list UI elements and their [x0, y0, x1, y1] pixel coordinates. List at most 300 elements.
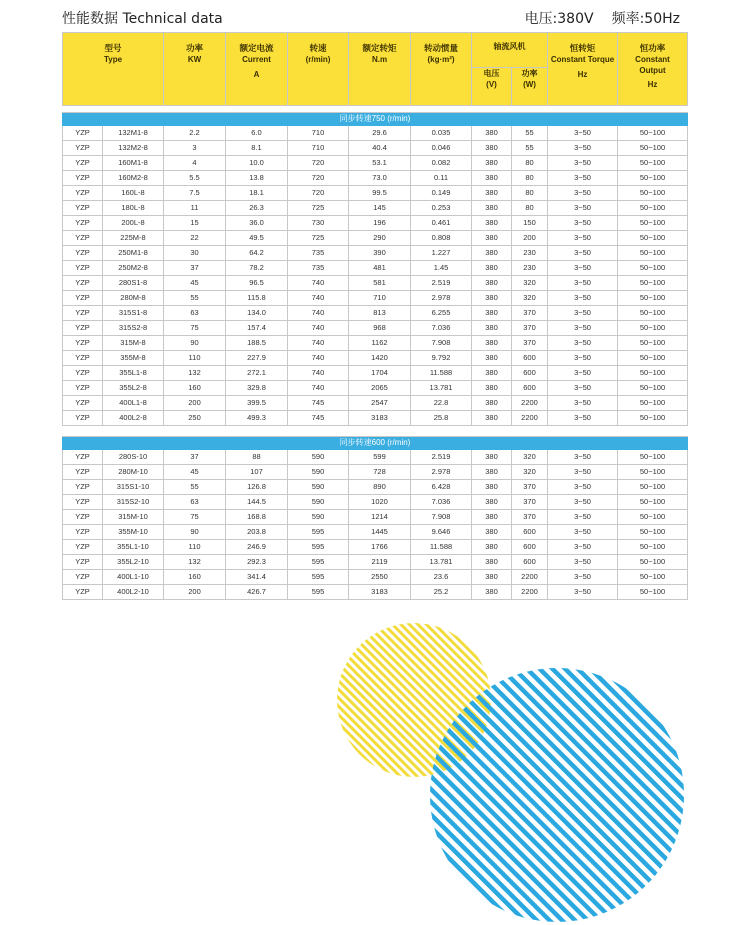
table-cell: 890 — [349, 480, 411, 495]
table-cell: 2.519 — [411, 450, 472, 465]
table-row — [63, 510, 688, 525]
table-cell: 380 — [472, 231, 512, 246]
table-cell: 180L-8 — [103, 201, 164, 216]
table-cell: 250M1-8 — [103, 246, 164, 261]
table-cell: 50~100 — [618, 216, 688, 231]
table-cell: 22.8 — [411, 396, 472, 411]
table-cell: 2547 — [349, 396, 411, 411]
table-cell: 3~50 — [548, 495, 618, 510]
table-cell: 581 — [349, 276, 411, 291]
table-cell: 7.908 — [411, 336, 472, 351]
col-header-fan-voltage: 电压 (V) — [472, 68, 512, 106]
table-cell: 380 — [472, 201, 512, 216]
table-cell: 22 — [164, 231, 226, 246]
table-cell: 145 — [349, 201, 411, 216]
table-cell: 355L1-8 — [103, 366, 164, 381]
table-cell: YZP — [63, 570, 103, 585]
table-cell: 50~100 — [618, 156, 688, 171]
table-cell: 595 — [288, 585, 349, 600]
table-cell: 320 — [512, 291, 548, 306]
table-cell: 37 — [164, 450, 226, 465]
table-cell: 380 — [472, 480, 512, 495]
table-cell: 80 — [512, 156, 548, 171]
table-cell: YZP — [63, 450, 103, 465]
table-cell: 595 — [288, 540, 349, 555]
table-cell: 720 — [288, 186, 349, 201]
table-cell: 370 — [512, 495, 548, 510]
table-cell: 600 — [512, 351, 548, 366]
table-cell: YZP — [63, 231, 103, 246]
table-cell: 50~100 — [618, 495, 688, 510]
table-cell: 745 — [288, 411, 349, 426]
table-cell: 3 — [164, 141, 226, 156]
table-cell: YZP — [63, 366, 103, 381]
col-header-current: 额定电流 Current A — [226, 33, 288, 106]
table-cell: 599 — [349, 450, 411, 465]
frequency-spec: 频率:50Hz — [611, 11, 680, 27]
table-cell: 600 — [512, 555, 548, 570]
table-cell: 710 — [288, 141, 349, 156]
table-cell: 9.646 — [411, 525, 472, 540]
table-cell: 740 — [288, 276, 349, 291]
table-cell: 7.036 — [411, 321, 472, 336]
table-cell: 595 — [288, 555, 349, 570]
table-cell: 160M2-8 — [103, 171, 164, 186]
table-cell: 3~50 — [548, 321, 618, 336]
table-row — [63, 321, 688, 336]
table-cell: 1704 — [349, 366, 411, 381]
table-cell: 3~50 — [548, 201, 618, 216]
table-cell: 2.519 — [411, 276, 472, 291]
table-cell: 380 — [472, 321, 512, 336]
table-cell: 107 — [226, 465, 288, 480]
table-cell: 160 — [164, 570, 226, 585]
table-cell: 3183 — [349, 411, 411, 426]
section-header-600: 同步转速600 (r/min) — [63, 437, 688, 450]
table-cell: 49.5 — [226, 231, 288, 246]
table-cell: YZP — [63, 411, 103, 426]
table-row — [63, 336, 688, 351]
table-cell: 7.036 — [411, 495, 472, 510]
col-header-fan-power: 功率 (W) — [512, 68, 548, 106]
table-cell: 55 — [164, 480, 226, 495]
table-cell: 3~50 — [548, 540, 618, 555]
table-cell: 3~50 — [548, 366, 618, 381]
table-cell: 2.978 — [411, 465, 472, 480]
table-cell: 380 — [472, 351, 512, 366]
table-cell: YZP — [63, 555, 103, 570]
table-cell: YZP — [63, 156, 103, 171]
table-cell: 315M-10 — [103, 510, 164, 525]
table-cell: 380 — [472, 396, 512, 411]
table-cell: 73.0 — [349, 171, 411, 186]
table-cell: 380 — [472, 141, 512, 156]
table-cell: YZP — [63, 351, 103, 366]
table-cell: 2200 — [512, 396, 548, 411]
table-cell: YZP — [63, 261, 103, 276]
table-cell: 3~50 — [548, 510, 618, 525]
table-cell: 0.808 — [411, 231, 472, 246]
table-cell: 50~100 — [618, 540, 688, 555]
table-cell: 590 — [288, 480, 349, 495]
table-cell: 50~100 — [618, 231, 688, 246]
table-cell: 813 — [349, 306, 411, 321]
table-row — [63, 261, 688, 276]
table-cell: 280S-10 — [103, 450, 164, 465]
table-cell: 50~100 — [618, 585, 688, 600]
table-cell: 110 — [164, 351, 226, 366]
table-cell: 40.4 — [349, 141, 411, 156]
table-cell: 590 — [288, 495, 349, 510]
table-row — [63, 171, 688, 186]
table-cell: 740 — [288, 381, 349, 396]
blue-striped-circle — [430, 668, 684, 922]
table-cell: 144.5 — [226, 495, 288, 510]
table-cell: 2200 — [512, 570, 548, 585]
table-cell: YZP — [63, 381, 103, 396]
table-cell: 227.9 — [226, 351, 288, 366]
table-cell: 11 — [164, 201, 226, 216]
col-header-speed: 转速 (r/min) — [288, 33, 349, 106]
table-cell: YZP — [63, 216, 103, 231]
table-cell: 53.1 — [349, 156, 411, 171]
table-cell: 1162 — [349, 336, 411, 351]
table-cell: 380 — [472, 186, 512, 201]
table-cell: 400L2-10 — [103, 585, 164, 600]
table-cell: 30 — [164, 246, 226, 261]
table-cell: YZP — [63, 141, 103, 156]
table-cell: 225M-8 — [103, 231, 164, 246]
table-cell: 50~100 — [618, 381, 688, 396]
table-row — [63, 585, 688, 600]
table-cell: 720 — [288, 156, 349, 171]
table-cell: 380 — [472, 306, 512, 321]
col-header-power: 功率 KW — [164, 33, 226, 106]
table-cell: 230 — [512, 246, 548, 261]
table-cell: YZP — [63, 201, 103, 216]
table-cell: 1.45 — [411, 261, 472, 276]
table-row — [63, 306, 688, 321]
table-cell: 157.4 — [226, 321, 288, 336]
table-cell: YZP — [63, 186, 103, 201]
table-cell: 50~100 — [618, 555, 688, 570]
table-cell: 380 — [472, 261, 512, 276]
table-cell: 0.11 — [411, 171, 472, 186]
table-cell: 380 — [472, 216, 512, 231]
table-cell: 50~100 — [618, 366, 688, 381]
table-cell: 3~50 — [548, 480, 618, 495]
col-header-fan: 轴流风机 — [472, 33, 548, 68]
table-cell: 1420 — [349, 351, 411, 366]
table-cell: 710 — [349, 291, 411, 306]
table-cell: 132 — [164, 366, 226, 381]
table-cell: 3~50 — [548, 216, 618, 231]
col-header-model: 型号 Type — [63, 33, 164, 106]
table-cell: 380 — [472, 156, 512, 171]
table-cell: 3~50 — [548, 246, 618, 261]
table-cell: 380 — [472, 465, 512, 480]
table-cell: 6.0 — [226, 126, 288, 141]
table-cell: 3~50 — [548, 585, 618, 600]
table-cell: 3~50 — [548, 336, 618, 351]
table-cell: 132 — [164, 555, 226, 570]
table-cell: 1.227 — [411, 246, 472, 261]
table-cell: 2200 — [512, 411, 548, 426]
table-cell: 710 — [288, 126, 349, 141]
table-cell: 600 — [512, 381, 548, 396]
table-cell: 3~50 — [548, 156, 618, 171]
table-cell: 80 — [512, 171, 548, 186]
table-cell: 23.6 — [411, 570, 472, 585]
table-cell: 96.5 — [226, 276, 288, 291]
table-cell: 329.8 — [226, 381, 288, 396]
table-cell: 50~100 — [618, 411, 688, 426]
table-cell: 725 — [288, 201, 349, 216]
table-cell: 370 — [512, 306, 548, 321]
table-cell: 315M-8 — [103, 336, 164, 351]
table-row — [63, 450, 688, 465]
table-cell: 390 — [349, 246, 411, 261]
table-cell: 380 — [472, 525, 512, 540]
table-row — [63, 201, 688, 216]
table-cell: 50~100 — [618, 450, 688, 465]
col-header-constant-torque: 恒转矩 Constant Torque Hz — [548, 33, 618, 106]
table-cell: 160M1-8 — [103, 156, 164, 171]
table-cell: 725 — [288, 231, 349, 246]
table-row — [63, 351, 688, 366]
table-cell: 292.3 — [226, 555, 288, 570]
table-cell: 246.9 — [226, 540, 288, 555]
table-cell: 380 — [472, 495, 512, 510]
table-cell: 7.5 — [164, 186, 226, 201]
table-cell: 200 — [164, 585, 226, 600]
table-cell: 400L1-10 — [103, 570, 164, 585]
table-cell: 380 — [472, 126, 512, 141]
table-cell: 200 — [512, 231, 548, 246]
table-cell: 50~100 — [618, 321, 688, 336]
table-cell: 196 — [349, 216, 411, 231]
table-cell: 0.046 — [411, 141, 472, 156]
table-cell: 110 — [164, 540, 226, 555]
table-cell: 315S2-8 — [103, 321, 164, 336]
table-cell: 380 — [472, 450, 512, 465]
table-cell: 735 — [288, 261, 349, 276]
table-cell: 250M2-8 — [103, 261, 164, 276]
table-cell: 50~100 — [618, 480, 688, 495]
table-cell: 0.253 — [411, 201, 472, 216]
table-cell: 2.978 — [411, 291, 472, 306]
table-cell: 90 — [164, 525, 226, 540]
table-cell: 730 — [288, 216, 349, 231]
technical-data-table — [62, 32, 688, 600]
table-cell: YZP — [63, 585, 103, 600]
table-cell: 90 — [164, 336, 226, 351]
table-cell: 37 — [164, 261, 226, 276]
table-cell: 50~100 — [618, 465, 688, 480]
table-cell: 160L-8 — [103, 186, 164, 201]
table-cell: 740 — [288, 366, 349, 381]
table-cell: 1214 — [349, 510, 411, 525]
table-cell: 80 — [512, 186, 548, 201]
table-cell: 78.2 — [226, 261, 288, 276]
table-cell: 740 — [288, 291, 349, 306]
table-cell: 355L2-10 — [103, 555, 164, 570]
table-cell: 45 — [164, 465, 226, 480]
table-cell: YZP — [63, 396, 103, 411]
table-cell: 320 — [512, 276, 548, 291]
table-cell: 13.781 — [411, 381, 472, 396]
table-cell: 0.082 — [411, 156, 472, 171]
table-cell: 50~100 — [618, 570, 688, 585]
table-cell: 88 — [226, 450, 288, 465]
table-cell: 720 — [288, 171, 349, 186]
table-cell: 50~100 — [618, 291, 688, 306]
table-cell: 315S1-8 — [103, 306, 164, 321]
table-cell: 50~100 — [618, 525, 688, 540]
table-cell: 99.5 — [349, 186, 411, 201]
table-cell: 200L-8 — [103, 216, 164, 231]
table-cell: YZP — [63, 510, 103, 525]
table-cell: 2.2 — [164, 126, 226, 141]
table-cell: 2550 — [349, 570, 411, 585]
table-row — [63, 126, 688, 141]
table-cell: 3~50 — [548, 291, 618, 306]
section-header-750: 同步转速750 (r/min) — [63, 113, 688, 126]
power-specs — [525, 8, 680, 28]
table-cell: 426.7 — [226, 585, 288, 600]
table-cell: 10.0 — [226, 156, 288, 171]
table-cell: 50~100 — [618, 126, 688, 141]
table-cell: 6.428 — [411, 480, 472, 495]
table-row — [63, 231, 688, 246]
table-cell: 3~50 — [548, 276, 618, 291]
table-cell: 200 — [164, 396, 226, 411]
table-row — [63, 366, 688, 381]
decorative-striped-circles — [330, 615, 690, 925]
table-cell: 13.781 — [411, 555, 472, 570]
table-cell: 1020 — [349, 495, 411, 510]
table-cell: 3~50 — [548, 396, 618, 411]
table-cell: 134.0 — [226, 306, 288, 321]
table-cell: 745 — [288, 396, 349, 411]
table-cell: 45 — [164, 276, 226, 291]
table-cell: 600 — [512, 525, 548, 540]
table-cell: 3~50 — [548, 171, 618, 186]
table-cell: 740 — [288, 306, 349, 321]
col-header-constant-output: 恒功率 Constant Output Hz — [618, 33, 688, 106]
table-cell: 230 — [512, 261, 548, 276]
table-cell: 290 — [349, 231, 411, 246]
table-cell: 355M-10 — [103, 525, 164, 540]
table-cell: 315S1-10 — [103, 480, 164, 495]
table-cell: 380 — [472, 510, 512, 525]
table-row — [63, 291, 688, 306]
table-cell: 320 — [512, 465, 548, 480]
table-cell: 160 — [164, 381, 226, 396]
table-cell: 250 — [164, 411, 226, 426]
table-cell: 13.8 — [226, 171, 288, 186]
table-cell: 63 — [164, 306, 226, 321]
table-cell: 75 — [164, 321, 226, 336]
section-750-rows — [63, 126, 688, 426]
table-cell: 64.2 — [226, 246, 288, 261]
table-cell: 0.461 — [411, 216, 472, 231]
table-row — [63, 555, 688, 570]
table-cell: 355L1-10 — [103, 540, 164, 555]
table-cell: 595 — [288, 525, 349, 540]
table-cell: 18.1 — [226, 186, 288, 201]
table-cell: 3183 — [349, 585, 411, 600]
table-row — [63, 381, 688, 396]
table-cell: 590 — [288, 465, 349, 480]
table-cell: 590 — [288, 450, 349, 465]
table-cell: 150 — [512, 216, 548, 231]
voltage-spec: 电压:380V — [524, 11, 594, 27]
table-cell: 380 — [472, 540, 512, 555]
table-cell: 50~100 — [618, 201, 688, 216]
table-cell: 481 — [349, 261, 411, 276]
table-cell: YZP — [63, 336, 103, 351]
table-cell: 280M-8 — [103, 291, 164, 306]
table-row — [63, 480, 688, 495]
table-cell: 50~100 — [618, 276, 688, 291]
table-cell: 50~100 — [618, 141, 688, 156]
table-cell: 50~100 — [618, 246, 688, 261]
table-cell: YZP — [63, 321, 103, 336]
table-cell: 8.1 — [226, 141, 288, 156]
table-cell: YZP — [63, 171, 103, 186]
table-row — [63, 465, 688, 480]
table-cell: 280M-10 — [103, 465, 164, 480]
table-cell: 15 — [164, 216, 226, 231]
table-cell: 355L2-8 — [103, 381, 164, 396]
table-cell: 50~100 — [618, 186, 688, 201]
table-cell: 2200 — [512, 585, 548, 600]
table-cell: YZP — [63, 246, 103, 261]
table-cell: 380 — [472, 336, 512, 351]
table-cell: 3~50 — [548, 450, 618, 465]
table-cell: 3~50 — [548, 570, 618, 585]
table-cell: 740 — [288, 321, 349, 336]
table-cell: YZP — [63, 540, 103, 555]
table-cell: YZP — [63, 291, 103, 306]
table-cell: 3~50 — [548, 381, 618, 396]
table-cell: 380 — [472, 291, 512, 306]
table-cell: 5.5 — [164, 171, 226, 186]
table-cell: 3~50 — [548, 555, 618, 570]
table-cell: 380 — [472, 366, 512, 381]
table-cell: 6.255 — [411, 306, 472, 321]
table-cell: 600 — [512, 540, 548, 555]
table-cell: 380 — [472, 411, 512, 426]
table-row — [63, 525, 688, 540]
table-cell: 4 — [164, 156, 226, 171]
table-cell: 3~50 — [548, 411, 618, 426]
table-cell: 280S1-8 — [103, 276, 164, 291]
table-cell: 168.8 — [226, 510, 288, 525]
table-cell: 400L2-8 — [103, 411, 164, 426]
table-row — [63, 246, 688, 261]
table-cell: YZP — [63, 525, 103, 540]
table-cell: 370 — [512, 480, 548, 495]
table-cell: 132M2-8 — [103, 141, 164, 156]
table-row — [63, 570, 688, 585]
table-cell: 50~100 — [618, 306, 688, 321]
table-cell: 380 — [472, 246, 512, 261]
table-cell: 50~100 — [618, 336, 688, 351]
table-cell: YZP — [63, 306, 103, 321]
table-row — [63, 156, 688, 171]
